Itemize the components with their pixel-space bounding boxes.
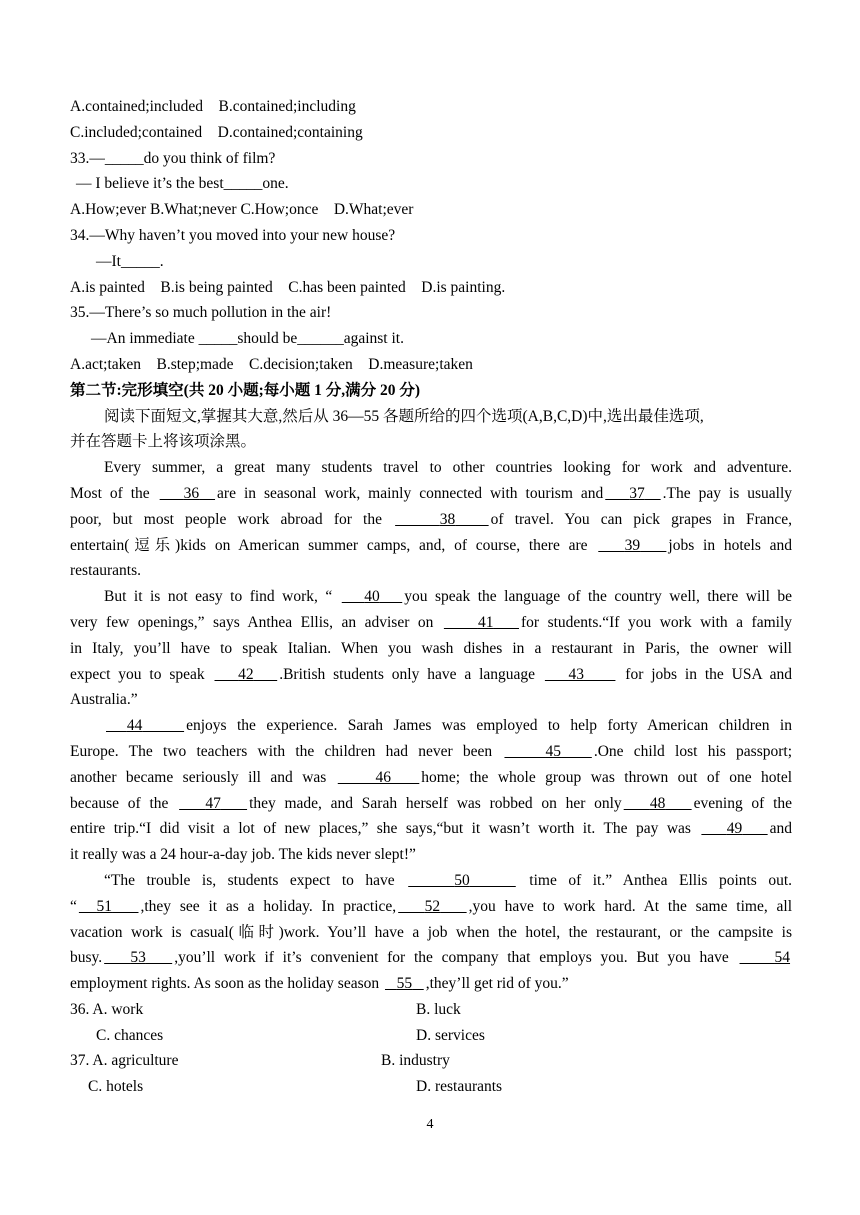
blank-47: 47: [205, 794, 221, 812]
blank-37: 37: [629, 484, 645, 502]
blank-50: 50: [454, 871, 470, 889]
q34-answer-line: —It_____.: [96, 252, 164, 270]
passage-line: employment rights. As soon as the holiday season 55 ,they’ll get rid of you.”: [70, 975, 569, 993]
passage-line: restaurants.: [70, 562, 142, 580]
blank-45: 45: [545, 742, 562, 760]
q35-answer-line: —An immediate _____should be______against it.: [91, 330, 404, 348]
passage-line: poor, but most people work abroad for the 38 of travel. You can pick grapes in France,: [70, 510, 792, 528]
q34-options: A.is painted B.is being painted C.has been painted D.is painting.: [70, 278, 506, 296]
q34-stem: 34.—Why haven’t you moved into your new house?: [70, 226, 396, 244]
passage-line: entire trip.“I did visit a lot of new places,” she says,“but it wasn’t worth it. The pay was 49 and: [70, 820, 792, 838]
blank-55: 55: [396, 975, 413, 993]
passage-line: it really was a 24 hour-a-day job. The kids never slept!”: [70, 846, 416, 864]
passage-line: because of the 47 they made, and Sarah herself was robbed on her only 48 evening of the: [70, 794, 792, 812]
blank-46: 46: [375, 768, 391, 786]
blank-52: 52: [424, 897, 441, 915]
q33-answer-line: — I believe it’s the best_____one.: [76, 175, 289, 193]
passage-line: “ 51 ,they see it as a holiday. In practice, 52 ,you have to work hard. At the same time, all: [70, 897, 792, 915]
q36-options-row-1: 36. A. work B. luck: [70, 1000, 461, 1018]
instruction-line-1: 阅读下面短文,掌握其大意,然后从 36—55 各题所给的四个选项(A,B,C,D)中,选出最佳选项,: [104, 407, 704, 425]
blank-48: 48: [649, 794, 666, 812]
passage-line: another became seriously ill and was 46 home; the whole group was thrown out of one hotel: [70, 768, 792, 786]
passage-line: Every summer, a great many students travel to other countries looking for work and adventure.: [104, 459, 792, 477]
q33-options: A.How;ever B.What;never C.How;once D.What;ever: [70, 201, 414, 219]
q35-options: A.act;taken B.step;made C.decision;taken D.measure;taken: [70, 355, 473, 373]
passage-line: vacation work is casual(临时)work. You’ll have a job when the hotel, the restaurant, or the campsite is: [70, 923, 792, 941]
q33-stem: 33.—_____do you think of film?: [70, 149, 276, 167]
q35-stem: 35.—There’s so much pollution in the air!: [70, 304, 332, 322]
page-number: 4: [426, 1117, 434, 1132]
passage-line: But it is not easy to find work, “ 40 you speak the language of the country well, there will be: [104, 588, 792, 606]
passage-line: busy. 53 ,you’ll work if it’s convenient for the company that employs you. But you have 54: [70, 949, 791, 967]
blank-44: 44: [126, 717, 143, 735]
blank-51: 51: [96, 897, 113, 915]
passage-line: 44 enjoys the experience. Sarah James was employed to help forty American children in: [70, 713, 792, 739]
q32-options-ab: A.contained;included B.contained;including: [70, 98, 356, 115]
passage-line: expect you to speak 42 .British students only have a language 43 for jobs in the USA and: [70, 665, 792, 683]
blank-41: 41: [477, 613, 494, 631]
passage-line: very few openings,” says Anthea Ellis, an adviser on 41 for students.“If you work with a family: [70, 613, 792, 631]
blank-38: 38: [439, 510, 456, 528]
blank-39: 39: [624, 536, 641, 554]
blank-36: 36: [183, 484, 200, 502]
passage-line: “The trouble is, students expect to have 50 time of it.” Anthea Ellis points out.: [104, 871, 792, 889]
section-title: 第二节:完形填空(共 20 小题;每小题 1 分,满分 20 分): [70, 381, 421, 399]
passage-line: in Italy, you’ll have to speak Italian. When you wash dishes in a restaurant in Paris, the owner will: [70, 639, 792, 657]
blank-53: 53: [130, 949, 146, 967]
blank-54: 54: [774, 949, 791, 967]
blank-43: 43: [568, 665, 584, 683]
q36-options-row-2: C. chances D. services: [96, 1026, 485, 1044]
passage-line: Most of the 36 are in seasonal work, mainly connected with tourism and 37 .The pay is usually: [70, 484, 792, 502]
q37-options-row-1: 37. A. agriculture B. industry: [70, 1052, 450, 1070]
blank-49: 49: [726, 820, 743, 838]
blank-40: 40: [364, 588, 380, 606]
passage-line: Europe. The two teachers with the children had never been 45 .One child lost his passport;: [70, 742, 792, 760]
page-content: [70, 94, 792, 1100]
passage-line: Australia.”: [70, 691, 138, 709]
instruction-line-2: 并在答题卡上将该项涂黑。: [70, 433, 257, 451]
q32-options-cd: C.included;contained D.contained;containing: [70, 123, 363, 141]
q37-options-row-2: C. hotels D. restaurants: [88, 1078, 503, 1096]
blank-42: 42: [238, 665, 254, 683]
passage-line: entertain(逗乐)kids on American summer camps, and, of course, there are 39 jobs in hotels and: [70, 536, 792, 554]
